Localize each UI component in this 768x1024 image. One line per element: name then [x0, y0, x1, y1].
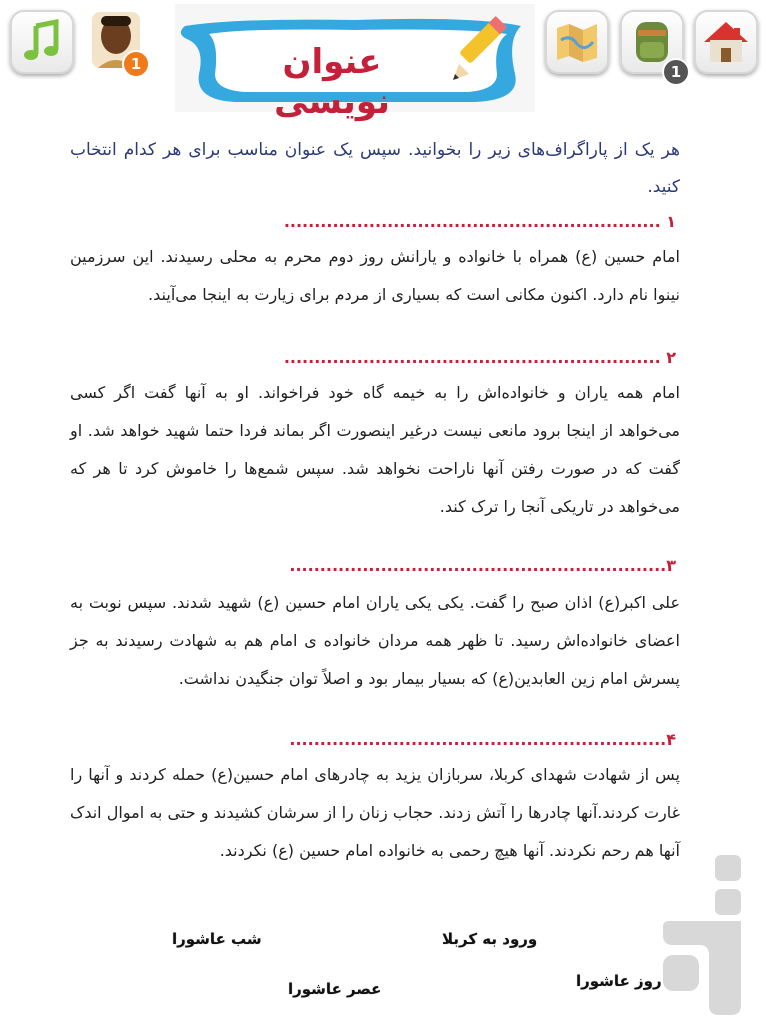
option-shab-ashura[interactable]: شب عاشورا	[172, 930, 262, 948]
answer-blank-2[interactable]: ۲ ..............................................................	[283, 348, 676, 367]
paragraph-3: علی اکبر(ع) اذان صبح را گفت. یکی یکی یاران امام حسین (ع) شهید شدند. سپس نوبت به اعضای خانواده‌اش رسید. تا ظهر همه مردان خانواده ی امام هم به شهادت رسیدند به جز پسرش امام زین العابدین(ع) که بسیار بیمار بود و اصلاً توان جنگیدن نداشت.	[70, 593, 680, 688]
home-icon	[696, 12, 756, 72]
avatar[interactable]	[92, 12, 142, 73]
pencil-icon	[445, 8, 525, 88]
home-button[interactable]	[694, 10, 758, 74]
title-banner	[175, 4, 535, 122]
backpack-button[interactable]	[620, 10, 684, 81]
store-logo-watermark	[655, 855, 760, 1020]
page-title: عنوان نویسی	[274, 42, 390, 122]
top-toolbar	[0, 0, 768, 122]
answer-blank-3[interactable]: ۳..............................................................	[289, 556, 676, 575]
backpack-badge: 1	[662, 58, 690, 86]
paragraph-1: امام حسین (ع) همراه با خانواده و یارانش روز دوم محرم به محلی رسیدند. این سرزمین نینوا نام دارد. اکنون مکانی است که بسیاری از مردم برای زیارت به اینجا می‌آیند.	[70, 247, 680, 304]
paragraph-4: پس از شهادت شهدای کربلا، سربازان یزید به چادرهای امام حسین(ع) حمله کردند و آنها را غارت کردند.آنها چادرها را آتش زدند. حجاب زنان را از سرشان کشیدند و حتی به اموال اندک آنها هم رحم نکردند. آنها هیچ رحمی به خانواده امام حسین (ع) نکردند.	[70, 765, 680, 860]
option-asr-ashura[interactable]: عصر عاشورا	[288, 980, 382, 998]
coins-badge: 1	[122, 50, 150, 78]
music-button[interactable]	[10, 10, 74, 74]
map-button[interactable]	[545, 10, 609, 74]
map-icon	[547, 12, 607, 72]
instruction-text: هر یک از پاراگراف‌های زیر را بخوانید. سپس یک عنوان مناسب برای هر کدام انتخاب کنید.	[70, 140, 680, 197]
option-ruz-ashura[interactable]: روز عاشورا	[576, 972, 662, 990]
answer-blank-1[interactable]: ۱ ..............................................................	[283, 212, 676, 231]
paragraph-2: امام همه یاران و خانواده‌اش را به خیمه گاه خود فراخواند. او به آنها گفت اگر کسی می‌خواهد از اینجا برود مانعی نیست درغیر اینصورت اگر بماند فردا حتما شهید خواهد شد. او گفت که در صورت رفتن آنها ناراحت نخواهد شد. سپس شمع‌ها را خاموش کرد تا هر که می‌خواهد در تاریکی آنجا را ترک کند.	[70, 383, 680, 516]
answer-blank-4[interactable]: ۴..............................................................	[289, 730, 676, 749]
music-note-icon	[12, 12, 72, 72]
option-vorud-karbala[interactable]: ورود به کربلا	[442, 930, 538, 948]
